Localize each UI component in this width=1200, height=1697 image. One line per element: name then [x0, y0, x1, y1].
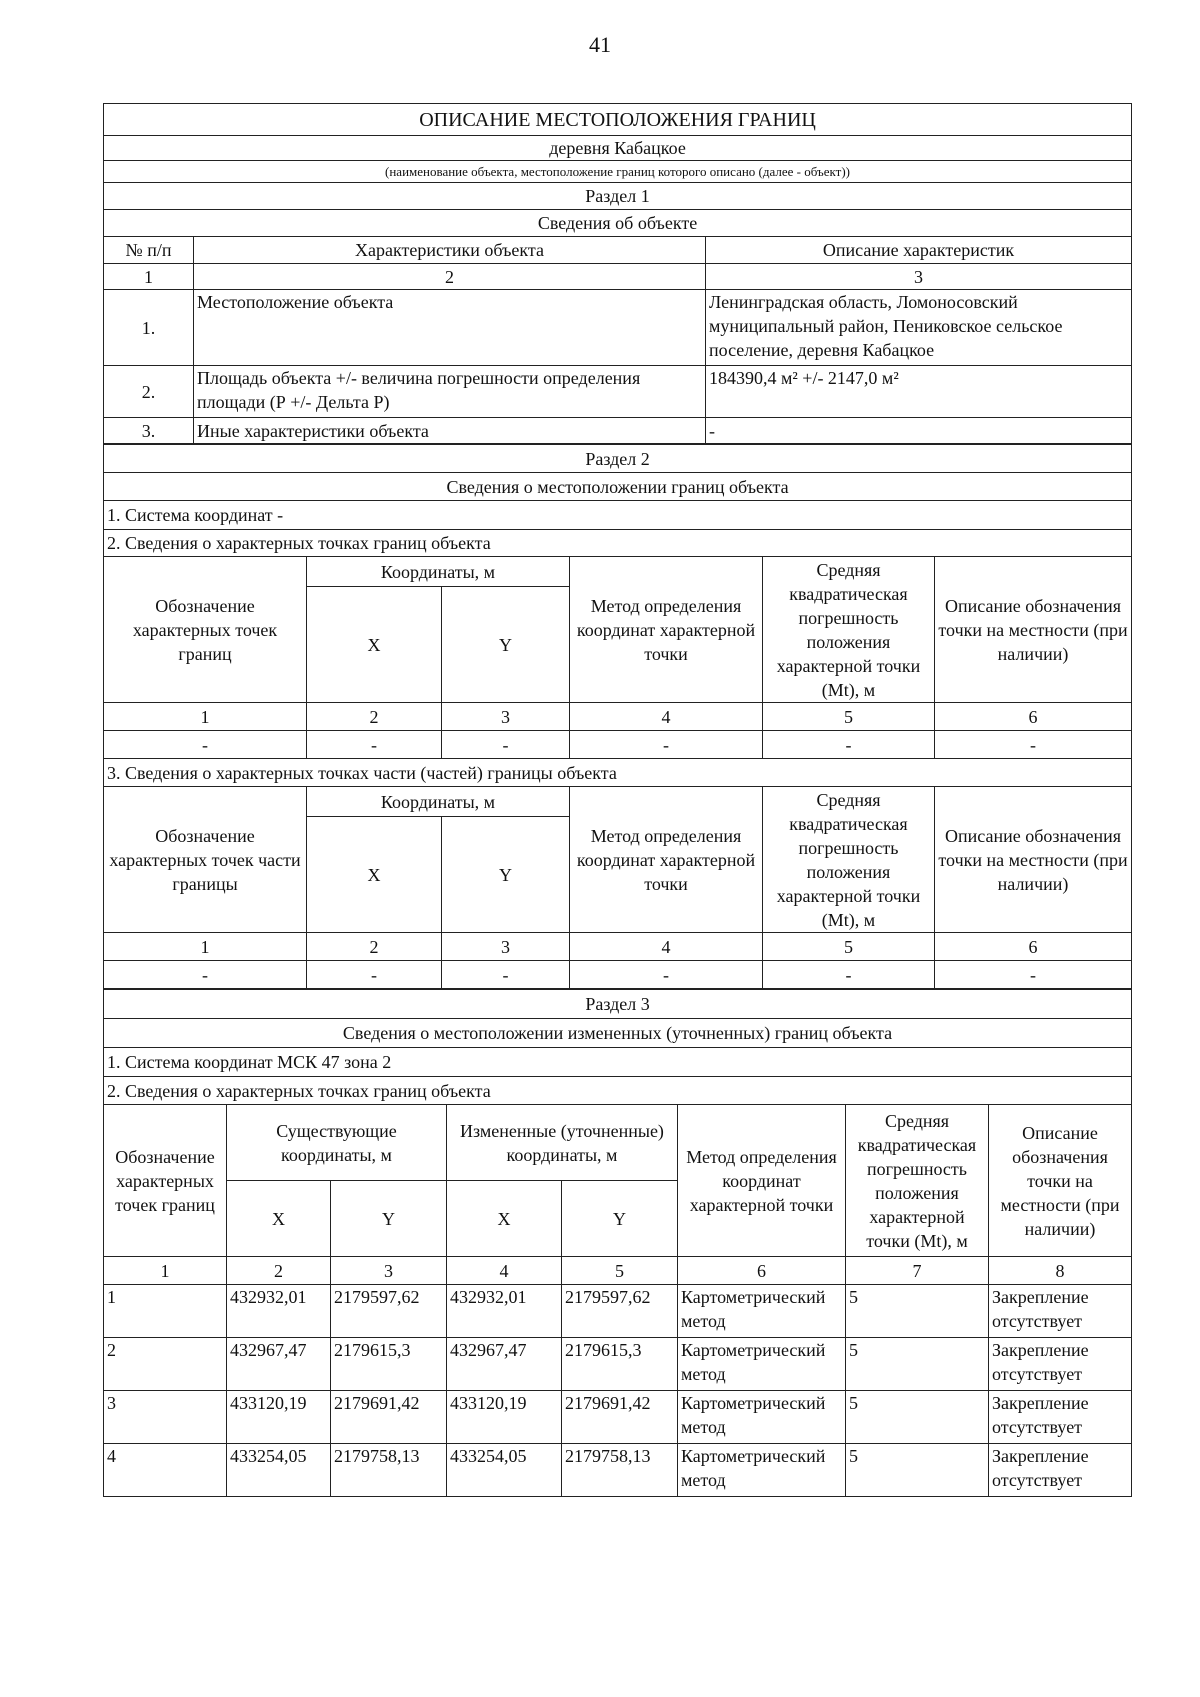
header-error: Средняя квадратическая погрешность положения характерной точки (Mt), м: [846, 1105, 989, 1257]
table-row: [104, 1391, 1132, 1444]
header-changed-coords: Измененные (уточненные) координаты, м: [447, 1105, 678, 1181]
row-number: 2.: [104, 366, 194, 418]
error-value: 5: [846, 1285, 989, 1338]
section2-points-title: 2. Сведения о характерных точках границ объекта: [104, 530, 1132, 557]
table-row: [104, 290, 1132, 366]
empty-cell: -: [763, 731, 935, 759]
existing-y: 2179691,42: [331, 1391, 447, 1444]
changed-x: 432932,01: [447, 1285, 562, 1338]
header-designation: Обозначение характерных точек границ: [104, 557, 307, 703]
error-value: 5: [846, 1338, 989, 1391]
header-error: Средняя квадратическая погрешность положения характерной точки (Mt), м: [763, 787, 935, 933]
col-number: 3: [331, 1257, 447, 1285]
section2-title: Сведения о местоположении границ объекта: [104, 473, 1132, 501]
table-row: [104, 961, 1132, 989]
point-description: Закрепление отсутствует: [989, 1444, 1132, 1497]
point-id: 1: [104, 1285, 227, 1338]
header-x: X: [447, 1181, 562, 1257]
error-value: 5: [846, 1391, 989, 1444]
header-description: Описание обозначения точки на местности (при наличии): [989, 1105, 1132, 1257]
row-number: 1.: [104, 290, 194, 366]
error-value: 5: [846, 1444, 989, 1497]
col-number: 8: [989, 1257, 1132, 1285]
existing-x: 433120,19: [227, 1391, 331, 1444]
col-number: 5: [763, 703, 935, 731]
header-designation-part: Обозначение характерных точек части границы: [104, 787, 307, 933]
empty-cell: -: [307, 731, 442, 759]
characteristic-description: 184390,4 м² +/- 2147,0 м²: [706, 366, 1132, 418]
col-number: 6: [678, 1257, 846, 1285]
object-name: деревня Кабацкое: [104, 136, 1132, 161]
point-id: 3: [104, 1391, 227, 1444]
col-number: 3: [706, 264, 1132, 290]
header-x: X: [307, 587, 442, 703]
existing-x: 433254,05: [227, 1444, 331, 1497]
header-method: Метод определения координат характерной точки: [570, 787, 763, 933]
empty-cell: -: [442, 961, 570, 989]
col-header-num: № п/п: [104, 237, 194, 264]
section2-label: Раздел 2: [104, 445, 1132, 473]
col-number: 4: [570, 703, 763, 731]
existing-x: 432967,47: [227, 1338, 331, 1391]
method: Картометрический метод: [678, 1391, 846, 1444]
col-number: 4: [570, 933, 763, 961]
changed-y: 2179615,3: [562, 1338, 678, 1391]
col-number: 5: [763, 933, 935, 961]
empty-cell: -: [570, 961, 763, 989]
table-row: [104, 366, 1132, 418]
header-designation: Обозначение характерных точек границ: [104, 1105, 227, 1257]
changed-y: 2179758,13: [562, 1444, 678, 1497]
col-number: 6: [935, 933, 1132, 961]
boundary-description-document: [103, 103, 1131, 1497]
method: Картометрический метод: [678, 1444, 846, 1497]
changed-x: 432967,47: [447, 1338, 562, 1391]
empty-cell: -: [763, 961, 935, 989]
section2-table: [103, 444, 1132, 989]
empty-cell: -: [570, 731, 763, 759]
section2-coord-system: 1. Система координат -: [104, 501, 1132, 530]
document-title: ОПИСАНИЕ МЕСТОПОЛОЖЕНИЯ ГРАНИЦ: [104, 104, 1132, 136]
col-number: 7: [846, 1257, 989, 1285]
col-number: 2: [307, 933, 442, 961]
col-number: 1: [104, 264, 194, 290]
header-x: X: [227, 1181, 331, 1257]
empty-cell: -: [935, 731, 1132, 759]
header-description: Описание обозначения точки на местности (при наличии): [935, 557, 1132, 703]
header-y: Y: [442, 817, 570, 933]
section1-title: Сведения об объекте: [104, 210, 1132, 237]
empty-cell: -: [104, 731, 307, 759]
method: Картометрический метод: [678, 1285, 846, 1338]
method: Картометрический метод: [678, 1338, 846, 1391]
header-x: X: [307, 817, 442, 933]
section3-points-title: 2. Сведения о характерных точках границ объекта: [104, 1077, 1132, 1105]
empty-cell: -: [307, 961, 442, 989]
col-number: 1: [104, 933, 307, 961]
existing-y: 2179597,62: [331, 1285, 447, 1338]
header-method: Метод определения координат характерной точки: [678, 1105, 846, 1257]
col-number: 4: [447, 1257, 562, 1285]
header-description: Описание обозначения точки на местности (при наличии): [935, 787, 1132, 933]
col-header-characteristics: Характеристики объекта: [194, 237, 706, 264]
header-y: Y: [331, 1181, 447, 1257]
page-number: 41: [589, 32, 611, 57]
col-number: 2: [194, 264, 706, 290]
object-name-caption: (наименование объекта, местоположение границ которого описано (далее - объект)): [104, 161, 1132, 183]
col-number: 3: [442, 933, 570, 961]
table-row: [104, 1444, 1132, 1497]
characteristic-name: Площадь объекта +/- величина погрешности определения площади (Р +/- Дельта Р): [194, 366, 706, 418]
empty-cell: -: [442, 731, 570, 759]
empty-cell: -: [935, 961, 1132, 989]
point-id: 4: [104, 1444, 227, 1497]
section1-label: Раздел 1: [104, 183, 1132, 210]
col-number: 6: [935, 703, 1132, 731]
point-id: 2: [104, 1338, 227, 1391]
header-y: Y: [442, 587, 570, 703]
header-error: Средняя квадратическая погрешность положения характерной точки (Mt), м: [763, 557, 935, 703]
existing-y: 2179615,3: [331, 1338, 447, 1391]
section3-coord-system: 1. Система координат МСК 47 зона 2: [104, 1048, 1132, 1077]
table-row: [104, 418, 1132, 444]
col-number: 1: [104, 1257, 227, 1285]
existing-x: 432932,01: [227, 1285, 331, 1338]
table-row: [104, 1285, 1132, 1338]
row-number: 3.: [104, 418, 194, 444]
changed-x: 433120,19: [447, 1391, 562, 1444]
col-number: 2: [227, 1257, 331, 1285]
point-description: Закрепление отсутствует: [989, 1285, 1132, 1338]
col-number: 5: [562, 1257, 678, 1285]
section3-title: Сведения о местоположении измененных (уточненных) границ объекта: [104, 1019, 1132, 1048]
empty-cell: -: [104, 961, 307, 989]
characteristic-description: -: [706, 418, 1132, 444]
header-y: Y: [562, 1181, 678, 1257]
section3-label: Раздел 3: [104, 990, 1132, 1019]
section2-part-points-title: 3. Сведения о характерных точках части (частей) границы объекта: [104, 759, 1132, 787]
point-description: Закрепление отсутствует: [989, 1391, 1132, 1444]
header-existing-coords: Существующие координаты, м: [227, 1105, 447, 1181]
changed-y: 2179691,42: [562, 1391, 678, 1444]
col-number: 1: [104, 703, 307, 731]
col-number: 3: [442, 703, 570, 731]
header-coords: Координаты, м: [307, 787, 570, 817]
point-description: Закрепление отсутствует: [989, 1338, 1132, 1391]
table-row: [104, 731, 1132, 759]
characteristic-name: Иные характеристики объекта: [194, 418, 706, 444]
existing-y: 2179758,13: [331, 1444, 447, 1497]
section3-table: [103, 989, 1132, 1497]
section1-table: [103, 103, 1132, 444]
changed-x: 433254,05: [447, 1444, 562, 1497]
characteristic-description: Ленинградская область, Ломоносовский муниципальный район, Пениковское сельское поселение, деревня Кабацкое: [706, 290, 1132, 366]
changed-y: 2179597,62: [562, 1285, 678, 1338]
header-method: Метод определения координат характерной точки: [570, 557, 763, 703]
characteristic-name: Местоположение объекта: [194, 290, 706, 366]
header-coords: Координаты, м: [307, 557, 570, 587]
col-header-description: Описание характеристик: [706, 237, 1132, 264]
col-number: 2: [307, 703, 442, 731]
table-row: [104, 1338, 1132, 1391]
